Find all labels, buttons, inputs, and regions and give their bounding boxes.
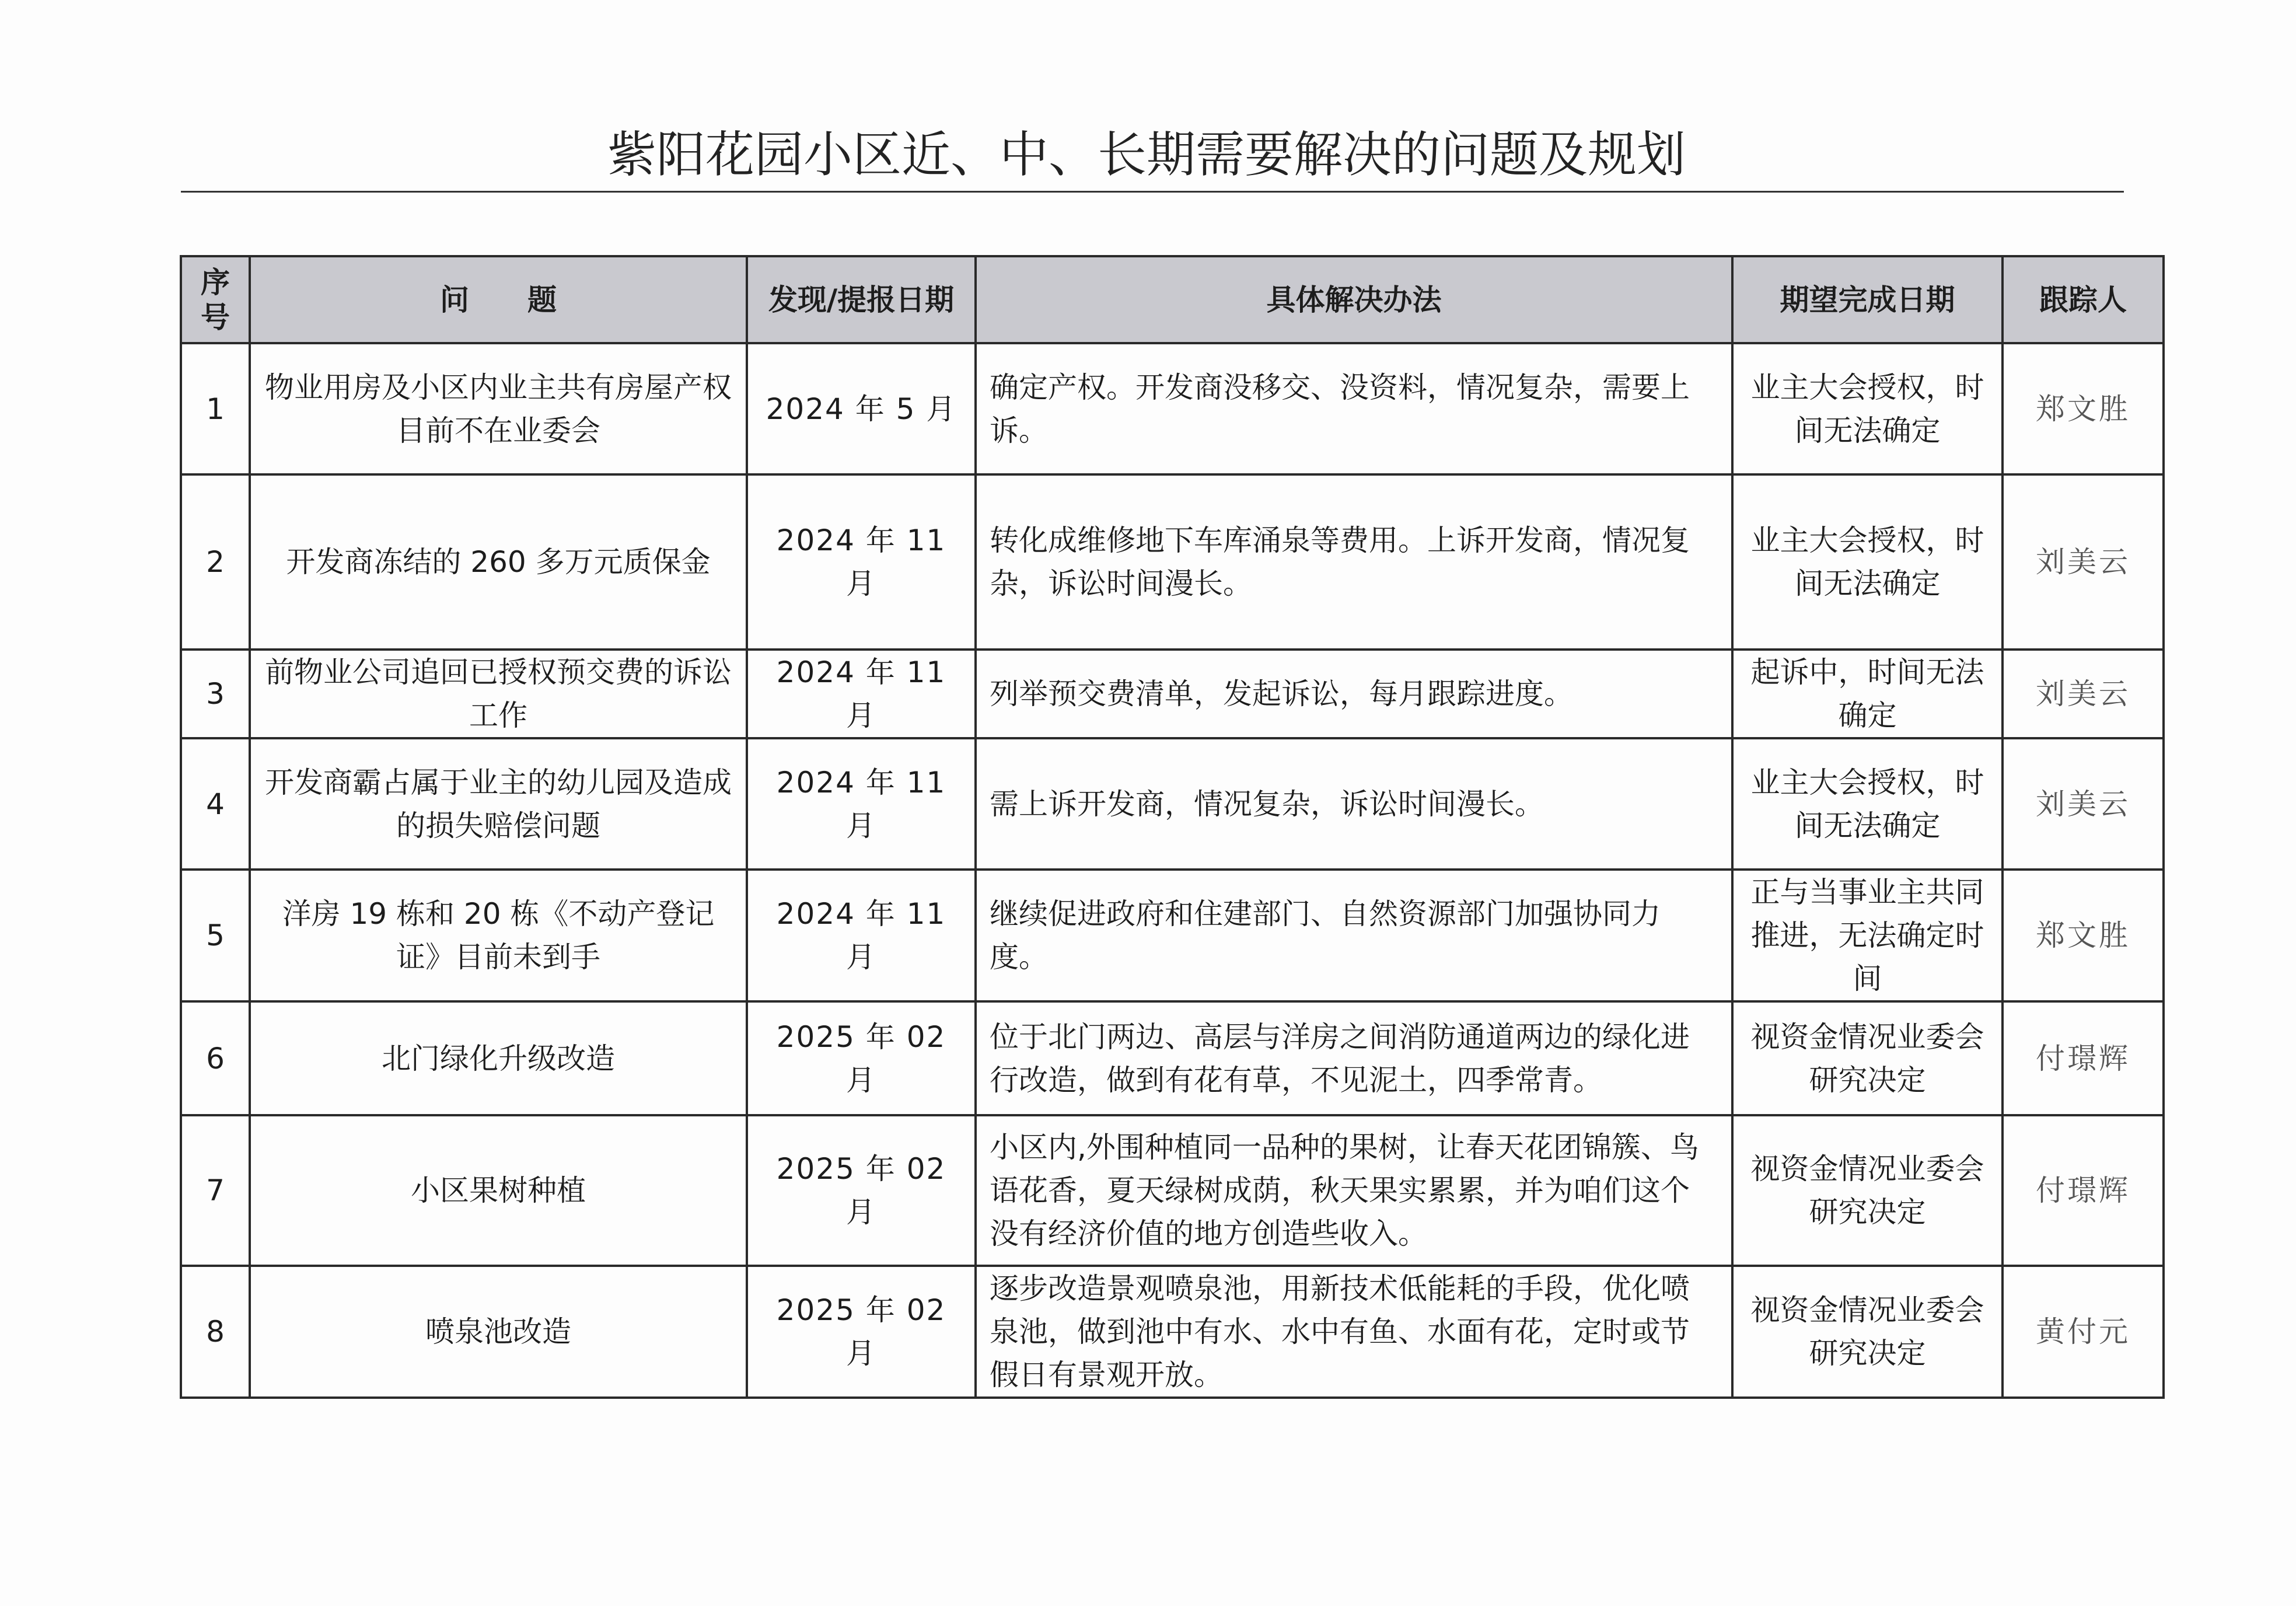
- cell-method: 转化成维修地下车库涌泉等费用。上诉开发商，情况复杂，诉讼时间漫长。: [976, 474, 1732, 650]
- header-seq: 序号: [181, 256, 250, 343]
- cell-seq: 4: [181, 738, 250, 870]
- cell-seq: 5: [181, 870, 250, 1001]
- cell-owner: 付璟辉: [2003, 1001, 2164, 1115]
- cell-seq: 3: [181, 650, 250, 738]
- plan-table: [180, 255, 2165, 1399]
- cell-deadline: 正与当事业主共同推进，无法确定时间: [1732, 870, 2003, 1001]
- cell-issue: 开发商冻结的 260 多万元质保金: [250, 474, 747, 650]
- header-date: 发现/提报日期: [747, 256, 976, 343]
- cell-method: 列举预交费清单，发起诉讼，每月跟踪进度。: [976, 650, 1732, 738]
- cell-issue: 北门绿化升级改造: [250, 1001, 747, 1115]
- cell-date: 2025 年 02 月: [747, 1115, 976, 1266]
- cell-issue: 物业用房及小区内业主共有房屋产权目前不在业委会: [250, 343, 747, 474]
- table-row: [181, 474, 2164, 650]
- cell-date: 2025 年 02 月: [747, 1266, 976, 1398]
- header-deadline: 期望完成日期: [1732, 256, 2003, 343]
- cell-owner: 刘美云: [2003, 650, 2164, 738]
- cell-seq: 8: [181, 1266, 250, 1398]
- table-row: [181, 1001, 2164, 1115]
- cell-deadline: 业主大会授权，时间无法确定: [1732, 343, 2003, 474]
- cell-method: 逐步改造景观喷泉池，用新技术低能耗的手段，优化喷泉池，做到池中有水、水中有鱼、水面有花，定时或节假日有景观开放。: [976, 1266, 1732, 1398]
- cell-method: 小区内,外围种植同一品种的果树，让春天花团锦簇、鸟语花香，夏天绿树成荫，秋天果实累累，并为咱们这个没有经济价值的地方创造些收入。: [976, 1115, 1732, 1266]
- cell-date: 2024 年 11 月: [747, 474, 976, 650]
- table-row: [181, 1266, 2164, 1398]
- table-header-row: [181, 256, 2164, 343]
- cell-date: 2024 年 11 月: [747, 738, 976, 870]
- cell-method: 位于北门两边、高层与洋房之间消防通道两边的绿化进行改造，做到有花有草，不见泥土，四季常青。: [976, 1001, 1732, 1115]
- table-row: [181, 1115, 2164, 1266]
- table-row: [181, 870, 2164, 1001]
- cell-issue: 喷泉池改造: [250, 1266, 747, 1398]
- cell-deadline: 视资金情况业委会研究决定: [1732, 1266, 2003, 1398]
- cell-deadline: 视资金情况业委会研究决定: [1732, 1001, 2003, 1115]
- table-row: [181, 343, 2164, 474]
- cell-deadline: 业主大会授权，时间无法确定: [1732, 738, 2003, 870]
- cell-deadline: 起诉中，时间无法确定: [1732, 650, 2003, 738]
- table-row: [181, 650, 2164, 738]
- cell-date: 2024 年 11 月: [747, 650, 976, 738]
- cell-date: 2024 年 5 月: [747, 343, 976, 474]
- table-row: [181, 738, 2164, 870]
- cell-seq: 6: [181, 1001, 250, 1115]
- page-title: 紫阳花园小区近、中、长期需要解决的问题及规划: [607, 126, 1686, 183]
- cell-deadline: 视资金情况业委会研究决定: [1732, 1115, 2003, 1266]
- cell-issue: 洋房 19 栋和 20 栋《不动产登记证》目前未到手: [250, 870, 747, 1001]
- cell-issue: 前物业公司追回已授权预交费的诉讼工作: [250, 650, 747, 738]
- header-issue: 问 题: [250, 256, 747, 343]
- cell-seq: 7: [181, 1115, 250, 1266]
- cell-date: 2024 年 11 月: [747, 870, 976, 1001]
- cell-issue: 小区果树种植: [250, 1115, 747, 1266]
- cell-owner: 郑文胜: [2003, 343, 2164, 474]
- cell-owner: 付璟辉: [2003, 1115, 2164, 1266]
- cell-owner: 郑文胜: [2003, 870, 2164, 1001]
- cell-method: 确定产权。开发商没移交、没资料，情况复杂，需要上诉。: [976, 343, 1732, 474]
- cell-issue: 开发商霸占属于业主的幼儿园及造成的损失赔偿问题: [250, 738, 747, 870]
- title-underline: [181, 191, 2124, 193]
- cell-deadline: 业主大会授权，时间无法确定: [1732, 474, 2003, 650]
- cell-method: 继续促进政府和住建部门、自然资源部门加强协同力度。: [976, 870, 1732, 1001]
- cell-seq: 2: [181, 474, 250, 650]
- cell-owner: 刘美云: [2003, 738, 2164, 870]
- cell-owner: 黄付元: [2003, 1266, 2164, 1398]
- header-owner: 跟踪人: [2003, 256, 2164, 343]
- cell-method: 需上诉开发商，情况复杂，诉讼时间漫长。: [976, 738, 1732, 870]
- cell-owner: 刘美云: [2003, 474, 2164, 650]
- cell-seq: 1: [181, 343, 250, 474]
- header-method: 具体解决办法: [976, 256, 1732, 343]
- cell-date: 2025 年 02 月: [747, 1001, 976, 1115]
